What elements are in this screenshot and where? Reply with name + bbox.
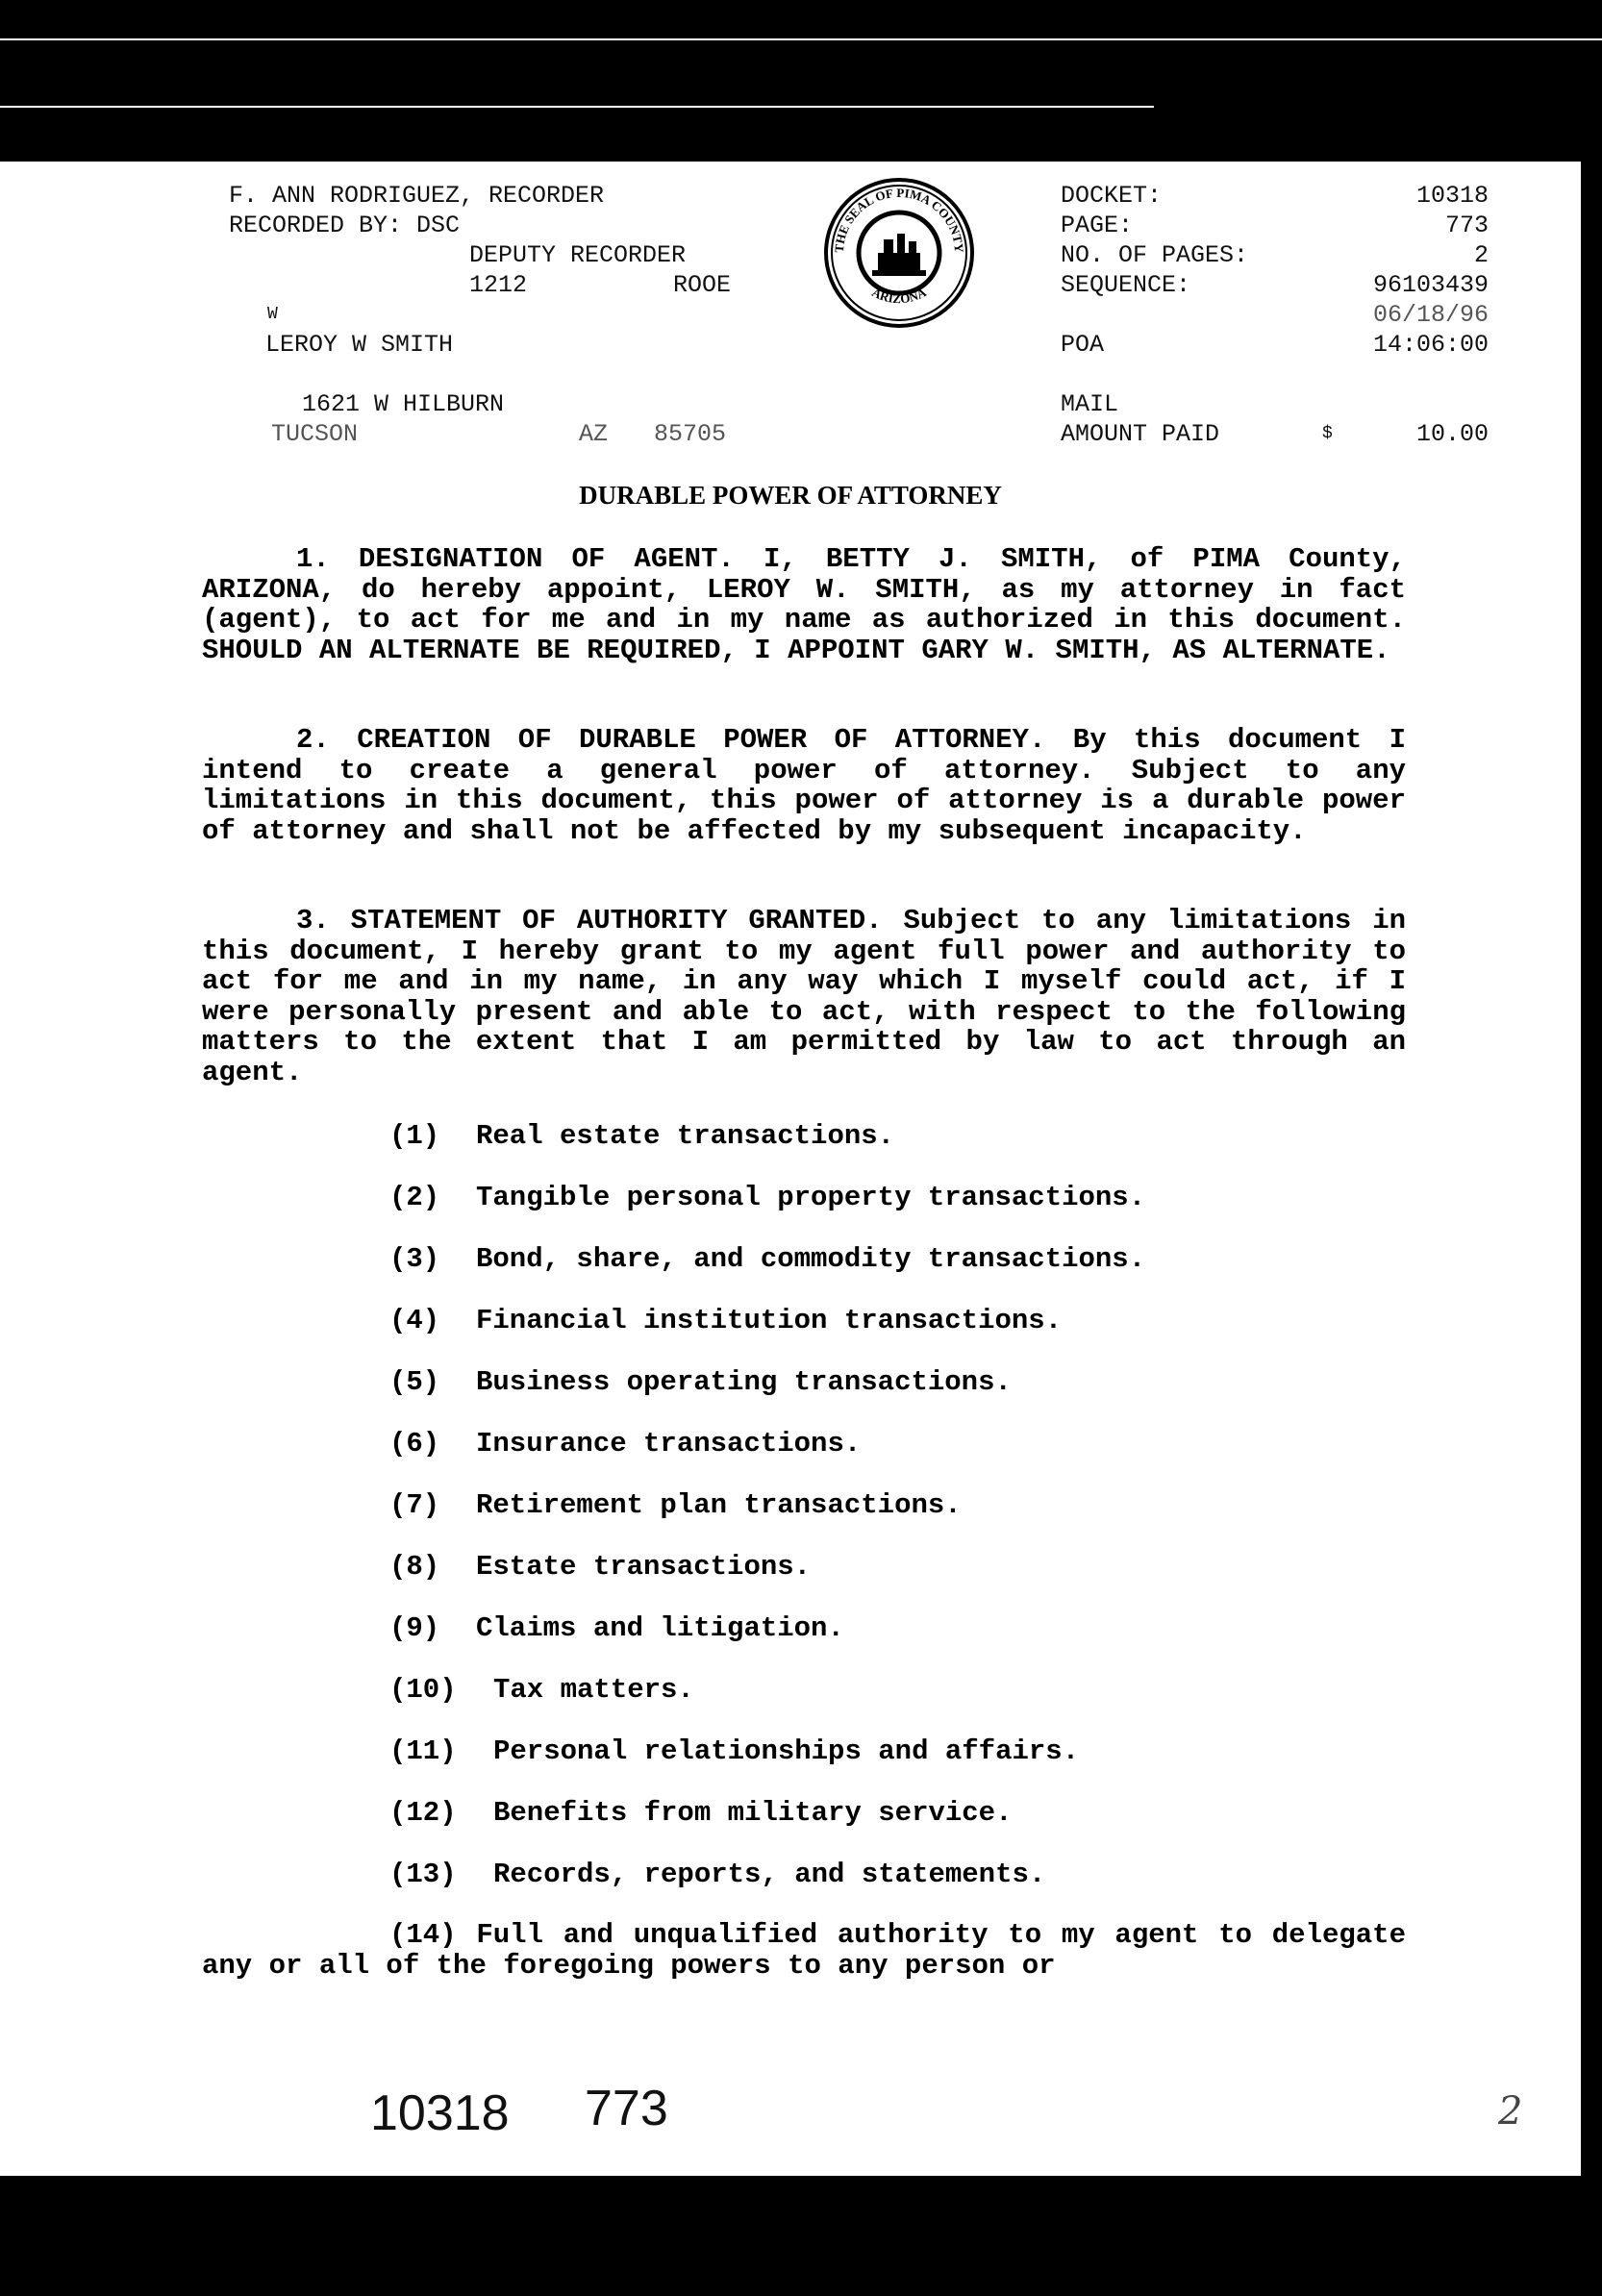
amount-currency: $ (1322, 424, 1333, 443)
list-item (389, 1182, 1145, 1213)
scan-artifact-line (0, 106, 1154, 108)
list-item-number: (13) (389, 1859, 457, 1890)
list-item (389, 1612, 844, 1644)
list-item-text: Retirement plan transactions. (476, 1489, 962, 1521)
county-seal (822, 176, 976, 330)
sequence-label: SEQUENCE: (1061, 271, 1191, 299)
list-item-text: Benefits from military service. (493, 1797, 1013, 1829)
list-item-text: Bond, share, and commodity transactions. (476, 1243, 1146, 1275)
list-item (389, 1674, 694, 1706)
sequence-value: 96103439 (1372, 271, 1489, 299)
list-item (389, 1551, 811, 1583)
return-address: 1621 W HILBURN (302, 390, 505, 418)
page-value: 773 (1444, 212, 1489, 239)
docket-label: DOCKET: (1061, 182, 1163, 210)
seal-top-text: THE SEAL OF PIMA COUNTY (831, 185, 967, 254)
amount-value: 10.00 (1415, 420, 1489, 448)
footer-page-number: 773 (585, 2081, 668, 2136)
docket-value: 10318 (1415, 182, 1489, 210)
document-page (0, 162, 1581, 2176)
poa-label: POA (1061, 331, 1105, 359)
return-state: AZ (579, 420, 609, 448)
list-item (389, 1859, 1045, 1890)
list-item-text: Tax matters. (493, 1674, 694, 1706)
list-item-text: Personal relationships and affairs. (493, 1735, 1080, 1767)
list-item-text: Insurance transactions. (476, 1428, 862, 1460)
paragraph-text: 3. STATEMENT OF AUTHORITY GRANTED. Subject to any limitations in this document, I hereby grant to my agent full power and authority to act for me and in my name, in any way which I myself could act, if I were personally present and able to act, with respect to the following matters to the extent that I am permitted by law to act through an agent. (202, 905, 1406, 1088)
list-item-number: (7) (389, 1489, 440, 1521)
list-item (389, 1120, 894, 1152)
document-title: DURABLE POWER OF ATTORNEY (579, 481, 1002, 510)
list-item-text: Records, reports, and statements. (493, 1859, 1046, 1890)
list-item-text: Financial institution transactions. (476, 1305, 1063, 1336)
list-item-number: (4) (389, 1305, 440, 1336)
list-item-text: Real estate transactions. (476, 1120, 895, 1152)
paragraph-text: 1. DESIGNATION OF AGENT. I, BETTY J. SMITH, of PIMA County, ARIZONA, do hereby appoint, LEROY W. SMITH, as my attorney in fact (agent), to act for me and in my name as authorized in this document. SHOULD AN ALTERNATE BE REQUIRED, I APPOINT GARY W. SMITH, AS ALTERNATE. (202, 543, 1406, 666)
list-item (389, 1366, 1012, 1398)
return-city: TUCSON (271, 420, 359, 448)
paragraph-statement-of-authority (202, 906, 1406, 1087)
list-item-number: (11) (389, 1735, 457, 1767)
list-item (389, 1489, 962, 1521)
list-item (389, 1243, 1145, 1275)
recorder-code-a: 1212 (469, 271, 528, 299)
list-item-number: (8) (389, 1551, 440, 1583)
paragraph-text: 2. CREATION OF DURABLE POWER OF ATTORNEY. By this document I intend to create a general power of attorney. Subject to any limitations in this document, this power of attorney is a durable power of attorney and shall not be affected by my subsequent incapacity. (202, 724, 1406, 847)
pages-label: NO. OF PAGES: (1061, 241, 1249, 269)
deputy-recorder: DEPUTY RECORDER (469, 241, 687, 269)
list-item (389, 1305, 1062, 1336)
seal-bottom-text: ARIZONA (869, 285, 929, 307)
recorded-by: RECORDED BY: DSC (229, 212, 461, 239)
list-item-number: (1) (389, 1120, 440, 1152)
list-item (389, 1735, 1079, 1767)
list-item (389, 1797, 1013, 1829)
list-item-number: (6) (389, 1428, 440, 1460)
scan-artifact-line (0, 38, 1602, 40)
list-item-number: (9) (389, 1612, 440, 1644)
recorder-name: F. ANN RODRIGUEZ, RECORDER (229, 182, 605, 210)
paragraph-text: (14) Full and unqualified authority to my agent to delegate any or all of the foregoing powers to any person or (202, 1919, 1406, 1982)
list-item-text: Claims and litigation. (476, 1612, 844, 1644)
return-zip: 85705 (654, 420, 727, 448)
recorded-date: 06/18/96 (1372, 301, 1489, 329)
list-item-number: (2) (389, 1182, 440, 1213)
page-label: PAGE: (1061, 212, 1134, 239)
paragraph-designation-of-agent (202, 544, 1406, 665)
recorder-code-b: ROOE (673, 271, 732, 299)
mail-label: MAIL (1061, 390, 1119, 418)
list-item-text: Estate transactions. (476, 1551, 812, 1583)
footer-handwritten-mark: 2 (1498, 2089, 1523, 2134)
list-item-text: Tangible personal property transactions. (476, 1182, 1146, 1213)
footer-docket-number: 10318 (370, 2085, 510, 2141)
amount-label: AMOUNT PAID (1061, 420, 1220, 448)
list-item-number: (5) (389, 1366, 440, 1398)
recorded-time: 14:06:00 (1372, 331, 1489, 359)
list-item-number: (3) (389, 1243, 440, 1275)
list-item-text: Business operating transactions. (476, 1366, 1012, 1398)
paragraph-delegation-authority (202, 1920, 1406, 1981)
list-item (389, 1428, 861, 1460)
pages-value: 2 (1473, 241, 1489, 269)
paragraph-creation-of-durable-poa (202, 725, 1406, 846)
list-item-number: (12) (389, 1797, 457, 1829)
list-item-number: (10) (389, 1674, 457, 1706)
w-mark: W (267, 305, 278, 324)
return-name: LEROY W SMITH (265, 331, 454, 359)
